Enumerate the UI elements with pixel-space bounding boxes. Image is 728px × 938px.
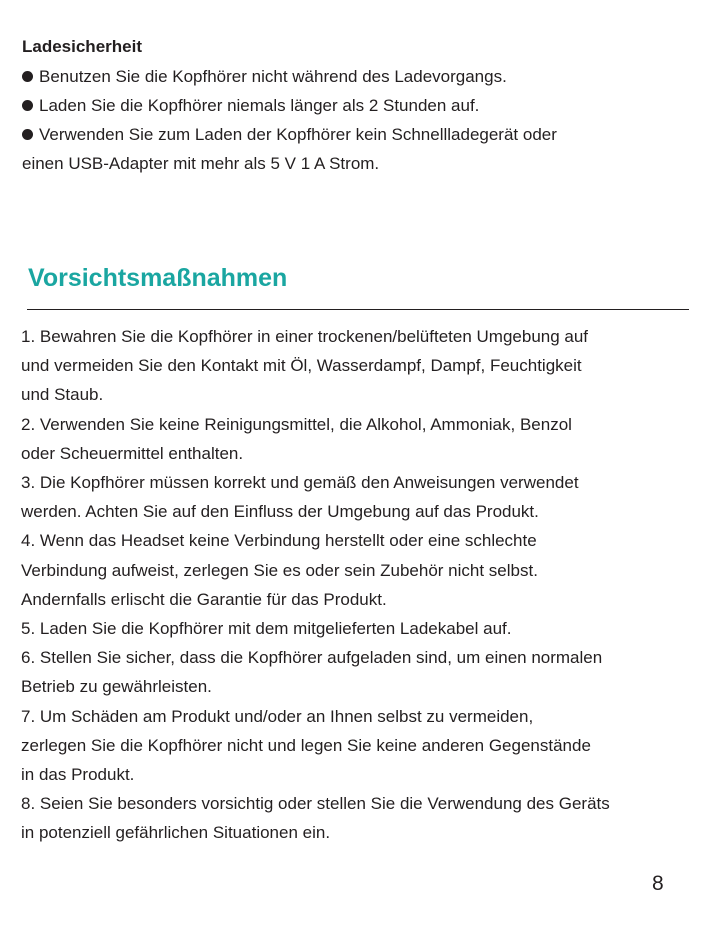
bullet-item: Laden Sie die Kopfhörer niemals länger als 2 Stunden auf. [22,91,712,120]
bullet-item-continuation: einen USB-Adapter mit mehr als 5 V 1 A Strom. [22,154,380,173]
bullet-dot-icon [22,100,33,111]
precautions-list [21,322,711,848]
bullet-dot-icon [22,71,33,82]
bullet-dot-icon [22,129,33,140]
precaution-line: Betrieb zu gewährleisten. [21,677,212,697]
precaution-line: und Staub. [21,385,104,405]
page-number: 8 [652,872,664,895]
precaution-line: in das Produkt. [21,765,135,785]
precautions-title: Vorsichtsmaßnahmen [28,264,288,292]
precaution-line: 7. Um Schäden am Produkt und/oder an Ihnen selbst zu vermeiden, [21,706,534,726]
charging-safety-list [22,62,712,178]
precaution-line: Andernfalls erlischt die Garantie für das Produkt. [21,589,387,609]
precaution-line: 2. Verwenden Sie keine Reinigungsmittel, die Alkohol, Ammoniak, Benzol [21,414,572,434]
precaution-line: werden. Achten Sie auf den Einfluss der Umgebung auf das Produkt. [21,502,539,522]
precaution-line: 8. Seien Sie besonders vorsichtig oder stellen Sie die Verwendung des Geräts [21,794,610,814]
charging-safety-heading: Ladesicherheit [22,37,142,56]
precaution-line: 6. Stellen Sie sicher, dass die Kopfhörer aufgeladen sind, um einen normalen [21,648,603,668]
title-divider [27,309,689,310]
bullet-item: Benutzen Sie die Kopfhörer nicht während des Ladevorgangs. [22,62,712,91]
precaution-line: 4. Wenn das Headset keine Verbindung herstellt oder eine schlechte [21,531,537,551]
precaution-line: oder Scheuermittel enthalten. [21,443,244,463]
bullet-item: Verwenden Sie zum Laden der Kopfhörer kein Schnellladegerät oder [22,120,712,149]
precaution-line: 5. Laden Sie die Kopfhörer mit dem mitgelieferten Ladekabel auf. [21,619,512,639]
precaution-line: zerlegen Sie die Kopfhörer nicht und legen Sie keine anderen Gegenstände [21,735,591,755]
precaution-line: und vermeiden Sie den Kontakt mit Öl, Wasserdampf, Dampf, Feuchtigkeit [21,356,582,376]
precaution-line: in potenziell gefährlichen Situationen ein. [21,823,331,843]
precaution-line: Verbindung aufweist, zerlegen Sie es oder sein Zubehör nicht selbst. [21,560,538,580]
precaution-line: 1. Bewahren Sie die Kopfhörer in einer trockenen/belüfteten Umgebung auf [21,327,589,346]
precaution-line: 3. Die Kopfhörer müssen korrekt und gemäß den Anweisungen verwendet [21,473,579,493]
